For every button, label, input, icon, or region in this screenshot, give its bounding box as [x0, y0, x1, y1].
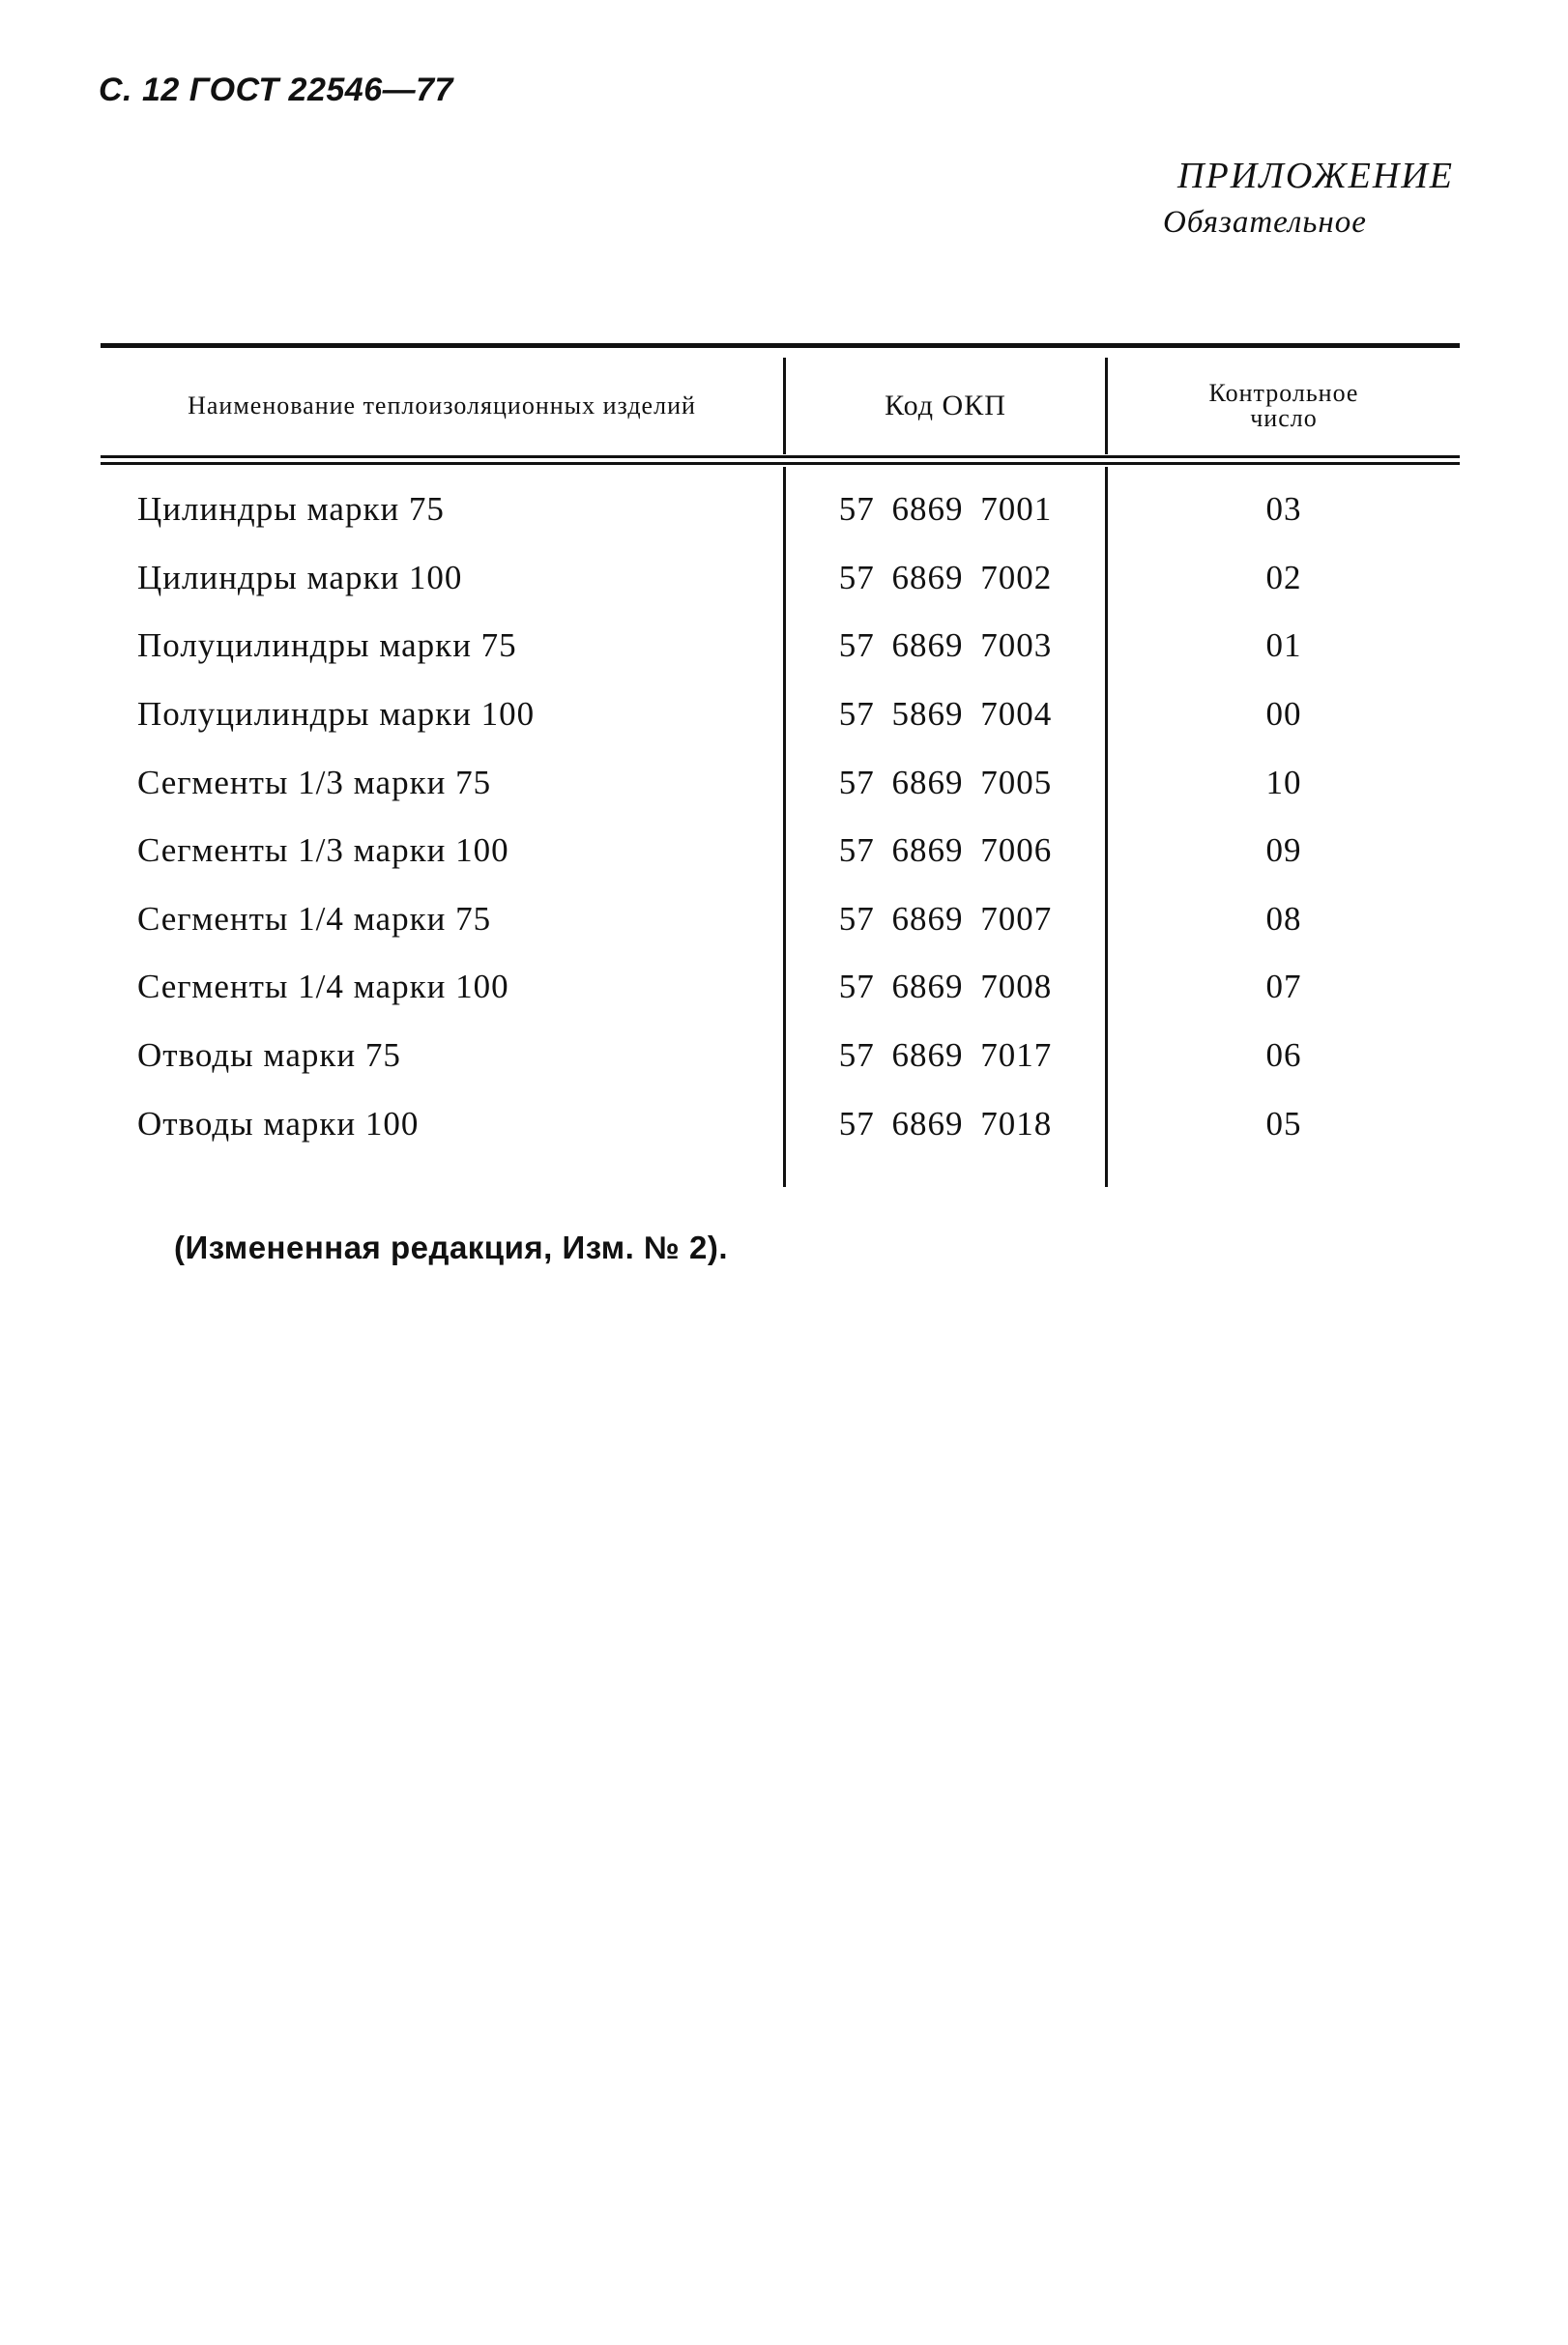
column-header-name	[101, 358, 783, 454]
product-name: Сегменты 1/3 марки 75	[137, 763, 492, 801]
okp-code: 57 6869 7008	[838, 968, 1053, 1006]
column-divider	[1105, 358, 1108, 454]
table-body	[101, 476, 1460, 1158]
table-row	[101, 680, 1460, 749]
okp-code: 57 6869 7005	[838, 763, 1053, 801]
product-name: Полуцилиндры марки 100	[137, 695, 536, 734]
okp-code: 57 6869 7018	[838, 1104, 1053, 1143]
table-row	[101, 748, 1460, 817]
column-divider	[783, 358, 786, 454]
column-header-check	[1108, 358, 1460, 454]
table-row	[101, 612, 1460, 680]
check-number: 02	[1265, 558, 1302, 596]
check-number: 05	[1265, 1104, 1302, 1143]
check-number: 10	[1265, 763, 1302, 801]
check-number: 00	[1265, 695, 1302, 734]
appendix-title: ПРИЛОЖЕНИЕ	[1177, 156, 1454, 196]
check-number: 08	[1265, 899, 1302, 938]
table-top-rule	[101, 343, 1460, 348]
okp-code: 57 6869 7001	[838, 490, 1053, 529]
column-header-check-text: Контрольное число	[1208, 379, 1359, 432]
column-header-code	[786, 358, 1105, 454]
page-header: С. 12 ГОСТ 22546—77	[99, 72, 453, 108]
product-name: Цилиндры марки 100	[137, 558, 463, 596]
okp-code: 57 5869 7004	[838, 695, 1053, 734]
okp-code: 57 6869 7007	[838, 899, 1053, 938]
okp-code: 57 6869 7017	[838, 1036, 1053, 1075]
appendix-subtitle: Обязательное	[1163, 205, 1367, 240]
product-name: Цилиндры марки 75	[137, 490, 445, 529]
table-row	[101, 1089, 1460, 1158]
table-row	[101, 817, 1460, 885]
check-number: 07	[1265, 968, 1302, 1006]
check-number: 03	[1265, 490, 1302, 529]
column-header-code-text: Код ОКП	[885, 390, 1006, 421]
table-row	[101, 476, 1460, 544]
table-row	[101, 953, 1460, 1022]
product-name: Полуцилиндры марки 75	[137, 626, 517, 665]
table-row	[101, 885, 1460, 954]
check-number: 09	[1265, 831, 1302, 870]
okp-code: 57 6869 7006	[838, 831, 1053, 870]
check-number: 06	[1265, 1036, 1302, 1075]
header-double-rule	[101, 462, 1460, 465]
table-row	[101, 1022, 1460, 1090]
product-name: Отводы марки 75	[137, 1036, 401, 1075]
table-row	[101, 544, 1460, 613]
product-name: Отводы марки 100	[137, 1104, 420, 1143]
product-name: Сегменты 1/3 марки 100	[137, 831, 509, 870]
revision-note: (Измененная редакция, Изм. № 2).	[174, 1230, 728, 1265]
okp-code: 57 6869 7003	[838, 626, 1053, 665]
product-name: Сегменты 1/4 марки 75	[137, 899, 492, 938]
okp-code: 57 6869 7002	[838, 558, 1053, 596]
column-header-name-text: Наименование теплоизоляционных изделий	[188, 391, 696, 420]
product-name: Сегменты 1/4 марки 100	[137, 968, 509, 1006]
check-number: 01	[1265, 626, 1302, 665]
header-double-rule	[101, 455, 1460, 458]
